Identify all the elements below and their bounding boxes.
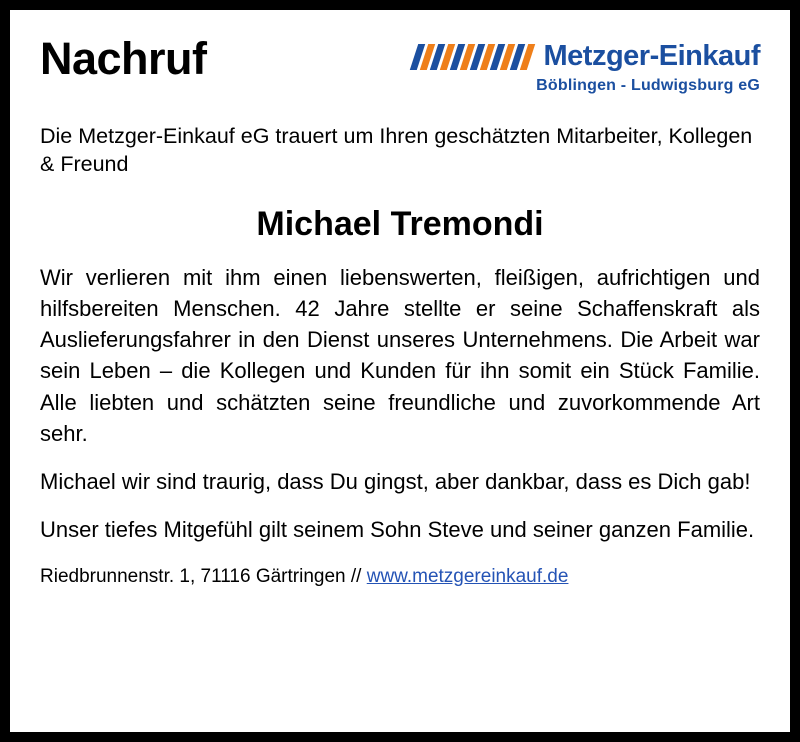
footer-address: Riedbrunnenstr. 1, 71116 Gärtringen // — [40, 565, 367, 587]
obituary-paragraph-1: Wir verlieren mit ihm einen liebenswerten, fleißigen, aufrichtigen und hilfsbereiten Menschen. 42 Jahre stellte er seine Schaffenskraft als Auslieferungsfahrer in den Dienst unseres Unternehmens. Die Arbeit war sein Leben – die Kollegen und Kunden für ihn somit ein Stück Familie. Alle liebten und schätzten seine freundliche und zuvorkommende Art sehr. — [40, 264, 760, 446]
deceased-name: Michael Tremondi — [256, 204, 544, 243]
website-link[interactable]: www.metzgereinkauf.de — [366, 565, 569, 587]
footer — [40, 566, 760, 588]
obituary-paragraph-2: Michael wir sind traurig, dass Du gingst, aber dankbar, dass es Dich gab! — [40, 469, 751, 495]
page-title: Nachruf — [40, 33, 207, 84]
obituary-paragraph-3: Unser tiefes Mitgefühl gilt seinem Sohn Steve und seiner ganzen Familie. — [40, 517, 755, 543]
obituary-notice — [10, 10, 790, 732]
company-logo — [300, 40, 760, 95]
intro-text: Die Metzger-Einkauf eG trauert um Ihren geschätzten Mitarbeiter, Kollegen & Freund — [40, 124, 753, 177]
logo-top-row — [300, 40, 760, 73]
logo-company-name: Metzger-Einkauf — [543, 40, 760, 72]
header — [40, 32, 760, 110]
logo-stripes-icon — [414, 43, 534, 71]
logo-subtitle: Böblingen - Ludwigsburg eG — [536, 77, 760, 94]
